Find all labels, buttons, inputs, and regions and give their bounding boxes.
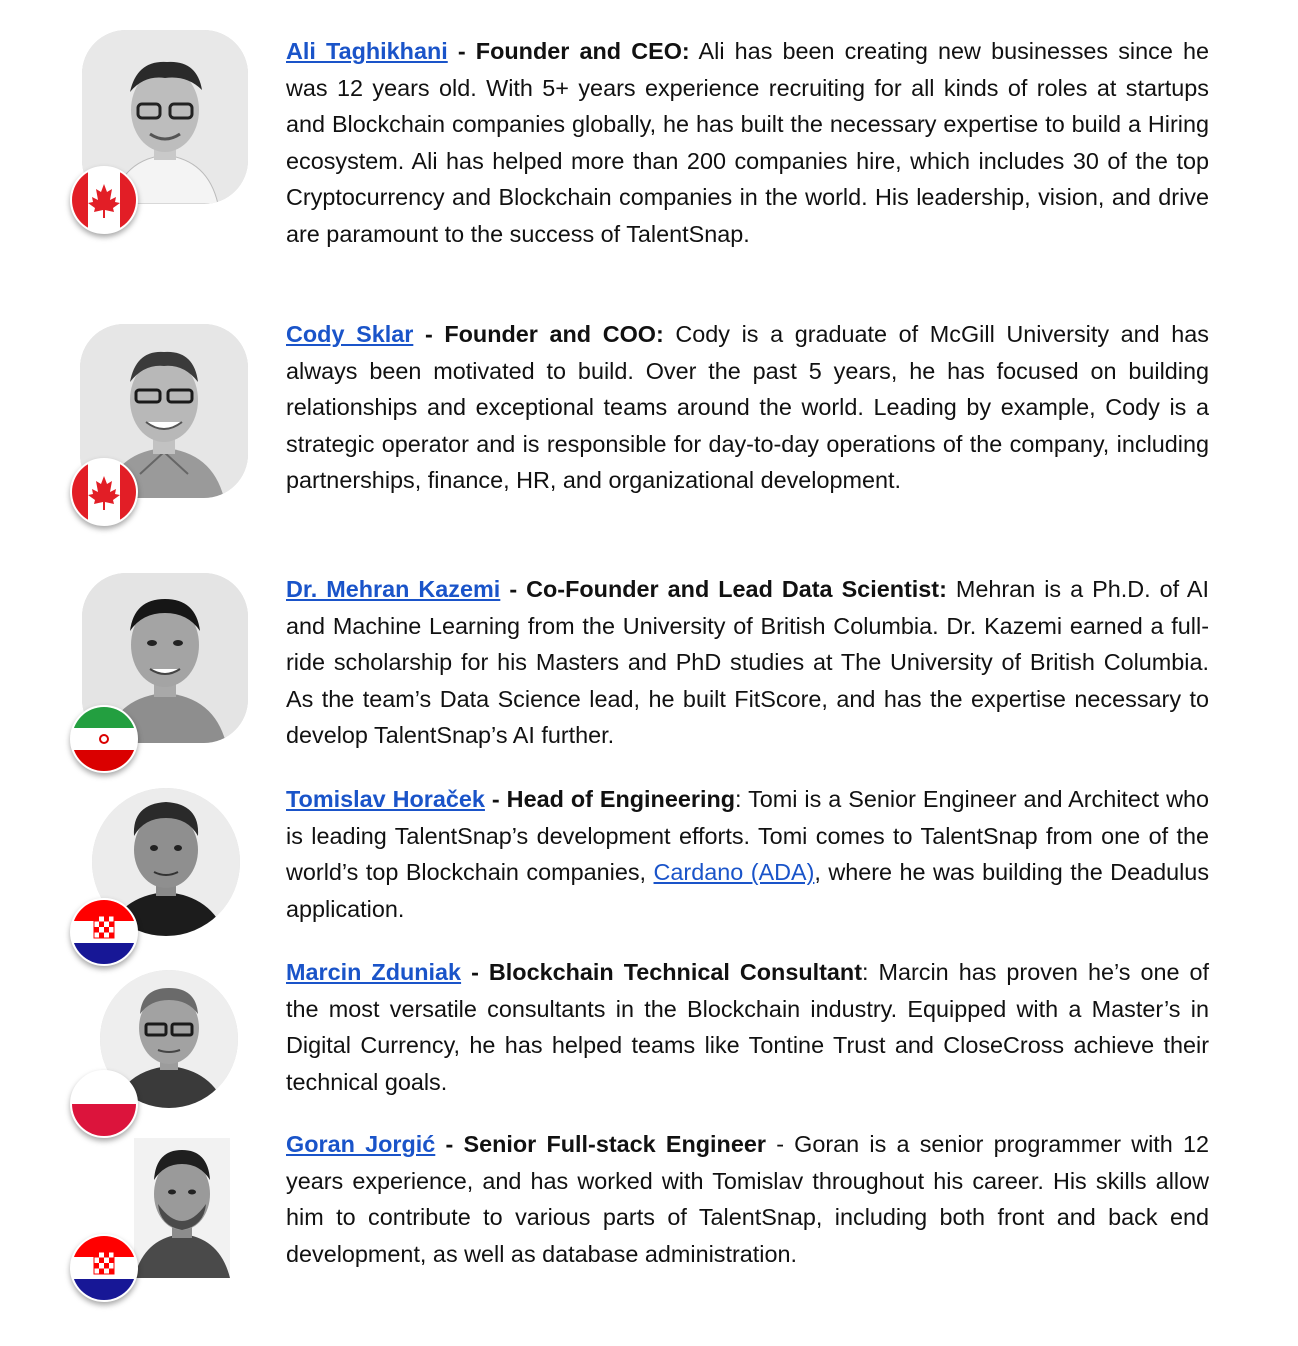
member-bio [286, 781, 1209, 927]
member-description: Ali has been creating new businesses since he was 12 years old. With 5+ years experience recruiting for all kinds of roles at startups and Blockchain companies globally, he has built the necessary expertise to build a Hiring ecosystem. Ali has helped more than 200 companies hire, which includes 30 of the top Cryptocurrency and Blockchain companies in the world. His leadership, vision, and drive are paramount to the success of TalentSnap. [286, 38, 1209, 247]
member-role: - Founder and CEO: [457, 38, 690, 64]
member-bio [286, 954, 1209, 1100]
member-name-link[interactable]: Tomislav Horaček [286, 786, 485, 812]
member-photo-group [70, 788, 250, 964]
canada-flag-icon [70, 458, 138, 526]
croatia-flag-icon [70, 898, 138, 966]
portrait-image [134, 1138, 230, 1278]
member-role: - Co-Founder and Lead Data Scientist: [509, 576, 947, 602]
member-photo-group [70, 324, 250, 524]
portrait-photo [134, 1138, 230, 1278]
member-description: : Tomi is a Senior Engineer and Architect who is leading TalentSnap’s development efforts. Tomi comes to TalentSnap from one of the world’s top Blockchain companies, [286, 786, 1210, 886]
member-role: - Founder and COO: [424, 321, 664, 347]
canada-flag-icon [70, 166, 138, 234]
member-bio [286, 316, 1209, 499]
member-role: - Head of Engineering [491, 786, 736, 812]
member-photo-group [70, 30, 250, 230]
member-description: : Marcin has proven he’s one of the most versatile consultants in the Blockchain industry. Equipped with a Master’s in Digital Currency, he has helped teams like Tontine Trust and CloseCross achieve their technical goals. [286, 959, 1209, 1095]
member-photo-group [70, 970, 250, 1140]
member-description-end: , where he was building the Deadulus application. [286, 859, 1210, 922]
member-bio [286, 1126, 1209, 1272]
member-name-link[interactable]: Goran Jorgić [286, 1131, 436, 1157]
member-photo-group [70, 1138, 250, 1308]
member-role: - Senior Full-stack Engineer [445, 1131, 766, 1157]
croatia-flag-icon [70, 1234, 138, 1302]
member-description: - Goran is a senior programmer with 12 years experience, and has worked with Tomislav throughout his career. His skills allow him to contribute to various parts of TalentSnap, including both front and back end development, as well as database administration. [286, 1131, 1210, 1267]
member-bio [286, 571, 1209, 754]
member-role: - Blockchain Technical Consultant [471, 959, 862, 985]
member-bio [286, 33, 1209, 253]
member-description: Mehran is a Ph.D. of AI and Machine Learning from the University of British Columbia. Dr. Kazemi earned a full-ride scholarship for his Masters and PhD studies at The University of British Columbia. As the team’s Data Science lead, he built FitScore, and has the expertise necessary to develop TalentSnap’s AI further. [286, 576, 1209, 749]
poland-flag-icon [70, 1070, 138, 1138]
member-name-link[interactable]: Marcin Zduniak [286, 959, 462, 985]
member-photo-group [70, 573, 250, 773]
member-description: Cody is a graduate of McGill University and has always been motivated to build. Over the past 5 years, he has focused on building relationships and exceptional teams around the world. Leading by example, Cody is a strategic operator and is responsible for day-to-day operations of the company, including partnerships, finance, HR, and organizational development. [286, 321, 1210, 494]
member-name-link[interactable]: Dr. Mehran Kazemi [286, 576, 501, 602]
member-name-link[interactable]: Ali Taghikhani [286, 38, 448, 64]
cardano-link[interactable]: Cardano (ADA) [653, 859, 815, 886]
iran-flag-icon [70, 705, 138, 773]
member-name-link[interactable]: Cody Sklar [286, 321, 414, 347]
